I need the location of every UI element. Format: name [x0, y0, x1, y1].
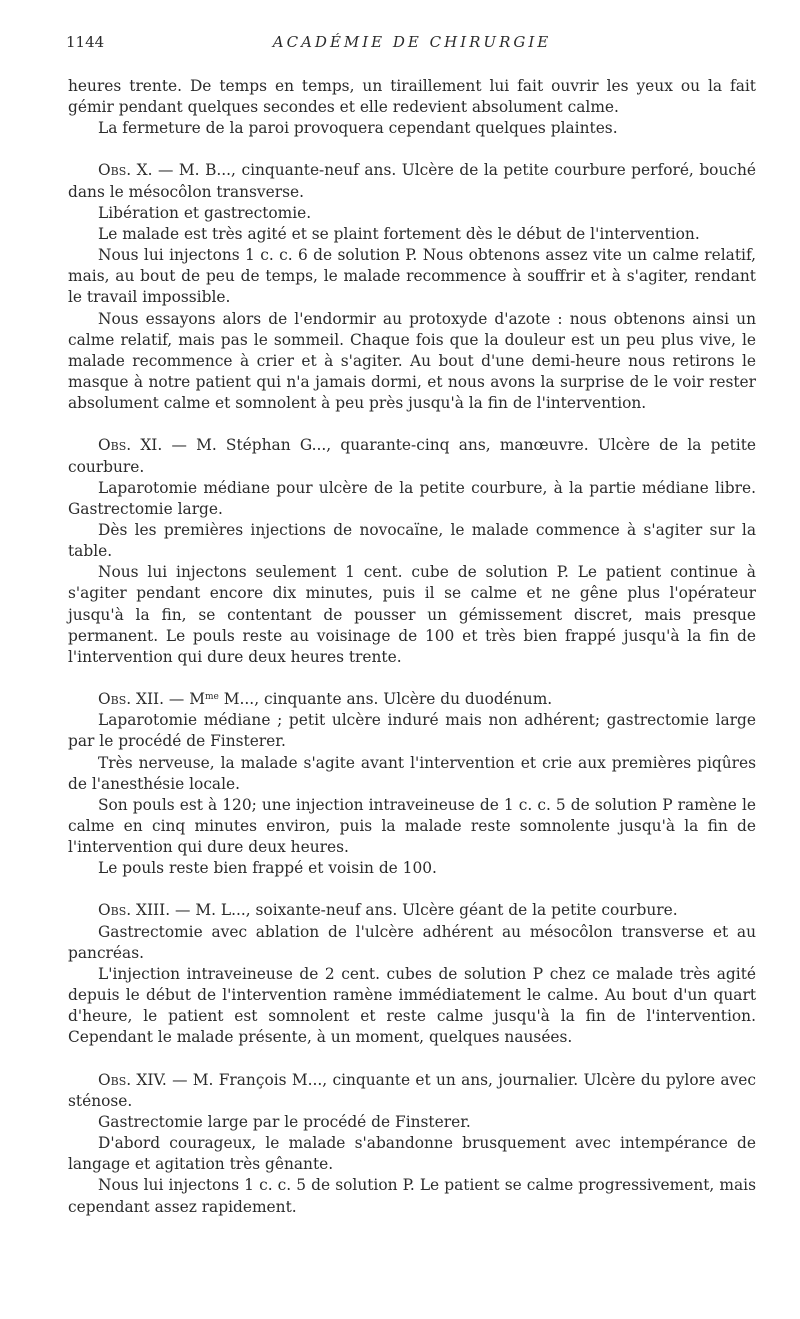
running-title: ACADÉMIE DE CHIRURGIE	[272, 33, 552, 51]
paragraph: D'abord courageux, le malade s'abandonne brusquement avec intempérance de langage et agitation très gênante.	[68, 1134, 756, 1174]
obs-text: M. Stéphan G..., quarante-cinq ans, manœuvre. Ulcère de la petite courbure.	[68, 436, 756, 476]
paragraph: Le malade est très agité et se plaint fortement dès le début de l'intervention.	[98, 224, 700, 243]
paragraph: Dès les premières injections de novocaïne, le malade commence à s'agiter sur la table.	[68, 520, 756, 561]
paragraph: Laparotomie médiane pour ulcère de la petite courbure, à la partie médiane libre. Gastrectomie large.	[68, 478, 756, 518]
obs-label: Obs. X. —	[98, 161, 174, 180]
observation-xi	[68, 435, 756, 477]
obs-text: M..., cinquante ans. Ulcère du duodénum.	[223, 690, 553, 709]
paragraph: heures trente. De temps en temps, un tiraillement lui fait ouvrir les yeux ou la fait gémir pendant quelques secondes et elle redevient absolument calme.	[68, 77, 756, 117]
paragraph: Libération et gastrectomie.	[98, 203, 312, 222]
obs-text: M. François M..., cinquante et un ans, journalier. Ulcère du pylore avec sténose.	[68, 1070, 756, 1110]
paragraph: La fermeture de la paroi provoquera cependant quelques plaintes.	[98, 119, 618, 138]
paragraph: L'injection intraveineuse de 2 cent. cubes de solution P chez ce malade très agité depuis le début de l'intervention ramène immédiatement le calme. Au bout d'un quart d'heure, le patient est somnolent et reste calme jusqu'à la fin de l'intervention. Cependant le malade présente, à un moment, quelques nausées.	[68, 964, 756, 1047]
obs-text: M. L..., soixante-neuf ans. Ulcère géant de la petite courbure.	[195, 901, 678, 920]
page-number: 1144	[66, 33, 105, 51]
obs-label: Obs. XII. —	[98, 690, 185, 709]
paragraph: Gastrectomie avec ablation de l'ulcère adhérent au mésocôlon transverse et au pancréas.	[68, 922, 756, 962]
observation-xii	[68, 689, 756, 710]
paragraph: Laparotomie médiane ; petit ulcère induré mais non adhérent; gastrectomie large par le procédé de Finsterer.	[68, 711, 756, 751]
document-page	[66, 0, 756, 1216]
honorific: M	[189, 690, 205, 709]
paragraph: Nous lui injectons seulement 1 cent. cube de solution P. Le patient continue à s'agiter pendant encore dix minutes, puis il se calme et ne gêne plus l'opérateur jusqu'à la fin, se contentant de pousser un gémissement discret, mais presque permanent. Le pouls reste au voisinage de 100 et très bien frappé jusqu'à la fin de l'intervention qui dure deux heures trente.	[68, 563, 756, 666]
obs-label: Obs. XIII. —	[98, 901, 191, 920]
paragraph: Nous lui injectons 1 c. c. 6 de solution P. Nous obtenons assez vite un calme relatif, mais, au bout de peu de temps, le malade recommence à souffrir et à s'agiter, rendant le travail impossible.	[68, 246, 756, 307]
honorific-sup: me	[204, 692, 219, 703]
paragraph: Son pouls est à 120; une injection intraveineuse de 1 c. c. 5 de solution P ramène le calme en cinq minutes environ, puis la malade reste somnolente jusqu'à la fin de l'intervention qui dure deux heures.	[68, 795, 756, 857]
paragraph: Gastrectomie large par le procédé de Finsterer.	[98, 1112, 471, 1131]
obs-label: Obs. XI. —	[98, 436, 187, 455]
page-header	[68, 0, 756, 60]
paragraph: Nous essayons alors de l'endormir au protoxyde d'azote : nous obtenons ainsi un calme relatif, mais pas le sommeil. Chaque fois que la douleur est un peu plus vive, le malade recommence à crier et à s'agiter. Au bout d'une demi-heure nous retirons le masque à notre patient qui n'a jamais dormi, et nous avons la surprise de le voir rester absolument calme et somnolent à peu près jusqu'à la fin de l'intervention.	[68, 309, 756, 413]
observation-xiii	[68, 900, 756, 921]
obs-text: M. B..., cinquante-neuf ans. Ulcère de la petite courbure perforé, bouché dans le mésocôlon transverse.	[68, 161, 756, 201]
paragraph: Très nerveuse, la malade s'agite avant l'intervention et crie aux premières piqûres de l'anesthésie locale.	[68, 753, 756, 793]
obs-label: Obs. XIV. —	[98, 1070, 188, 1089]
paragraph: Nous lui injectons 1 c. c. 5 de solution P. Le patient se calme progressivement, mais cependant assez rapidement.	[68, 1176, 756, 1216]
observation-x	[68, 160, 756, 202]
paragraph: Le pouls reste bien frappé et voisin de 100.	[98, 859, 437, 878]
body-text	[68, 76, 756, 1218]
observation-xiv	[68, 1070, 756, 1112]
